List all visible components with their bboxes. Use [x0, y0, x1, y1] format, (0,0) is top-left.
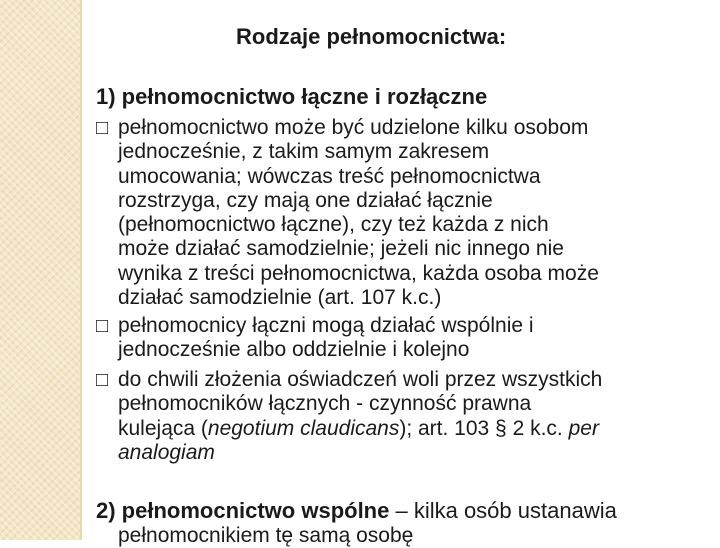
bullet-1-line: działać samodzielnie (art. 107 k.c.) — [118, 286, 442, 310]
text-run: kulejąca ( — [118, 416, 208, 440]
decorative-side-strip — [0, 0, 80, 540]
bullet-item-2 — [96, 314, 534, 363]
bullet-1-line: może działać samodzielnie; jeżeli nic innego nie — [118, 237, 564, 261]
text-run: ); art. 103 § 2 k.c. — [399, 416, 569, 440]
bullet-1-line: pełnomocnictwo może być udzielone kilku osobom — [118, 116, 589, 139]
bullet-2-line: pełnomocnicy łączni mogą działać wspólnie i — [118, 314, 534, 337]
section-2-cut-line: pełnomocnikiem tę samą osobę — [118, 524, 414, 547]
latin-term: analogiam — [118, 440, 215, 464]
section-1-heading: 1) pełnomocnictwo łączne i rozłączne — [96, 84, 488, 109]
bullet-item-1 — [96, 116, 599, 310]
checkbox-bullet-icon: □ — [96, 315, 109, 337]
checkbox-bullet-icon: □ — [96, 369, 109, 391]
bullet-1-line: jednocześnie, z takim samym zakresem — [118, 140, 490, 164]
bullet-3-line: pełnomocników łącznych - czynność prawna — [118, 392, 532, 416]
bullet-3-line: do chwili złożenia oświadczeń woli przez wszystkich — [118, 368, 603, 391]
bullet-3-line — [96, 417, 602, 441]
bullet-1-line: (pełnomocnictwo łączne), czy też każda z nich — [118, 213, 549, 237]
checkbox-bullet-icon: □ — [96, 117, 109, 139]
bullet-1-line: umocowania; wówczas treść pełnomocnictwa — [118, 164, 541, 188]
bullet-3-line — [96, 441, 602, 465]
slide-title: Rodzaje pełnomocnictwa: — [236, 24, 507, 49]
latin-term: negotium claudicans — [207, 416, 400, 440]
section-2-heading — [96, 498, 617, 524]
bullet-item-3 — [96, 368, 602, 465]
bullet-1-line: rozstrzyga, czy mają one działać łącznie — [118, 188, 493, 212]
bullet-2-line: jednocześnie albo oddzielnie i kolejno — [118, 338, 470, 362]
section-2-heading-rest: – kilka osób ustanawia — [389, 498, 617, 523]
latin-term: per — [568, 416, 599, 440]
side-divider — [80, 0, 82, 540]
bullet-1-line: wynika z treści pełnomocnictwa, każda osoba może — [118, 261, 599, 285]
section-2-heading-bold: 2) pełnomocnictwo wspólne — [96, 498, 390, 523]
